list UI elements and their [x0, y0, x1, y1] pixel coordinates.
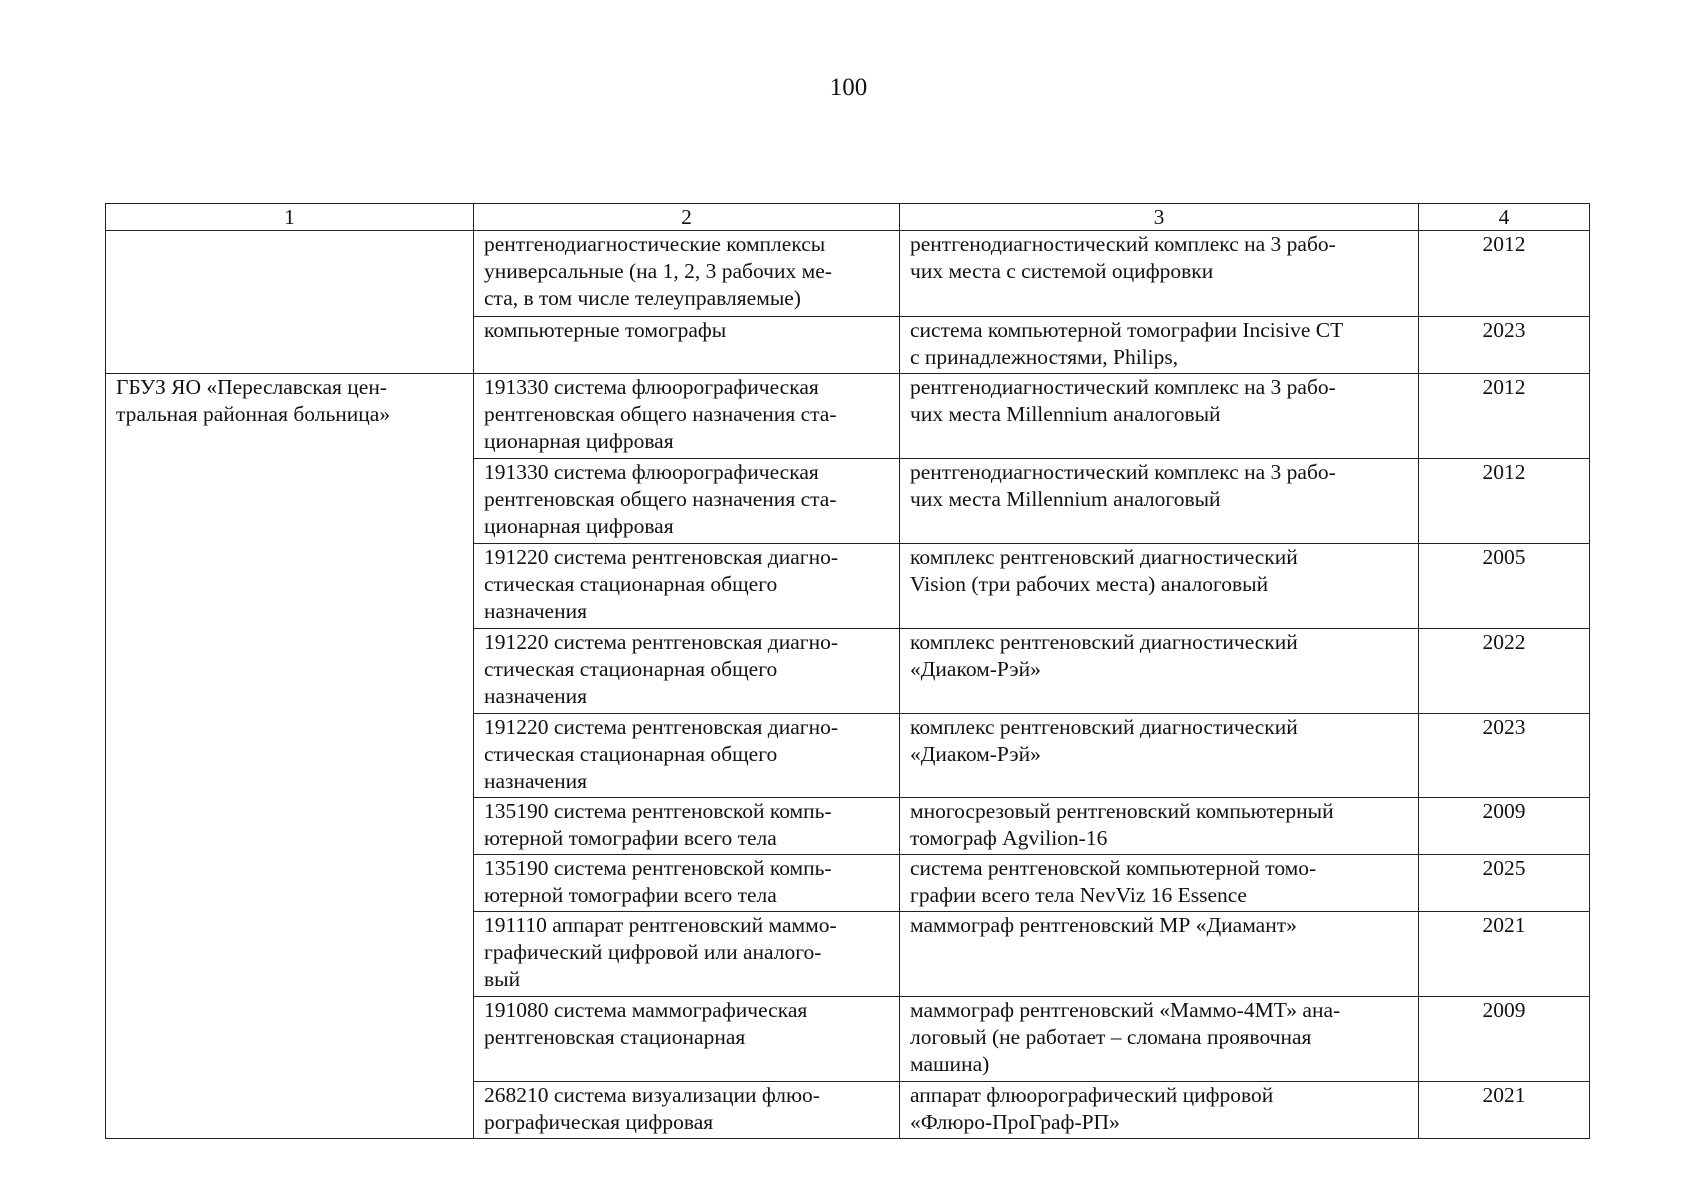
equipment-type-cell: 191330 система флюорографическая рентгеновская общего назначения ста- ционарная цифровая: [474, 374, 900, 459]
year-cell: 2022: [1419, 629, 1590, 714]
page-number: 100: [829, 74, 868, 101]
equipment-type-cell: 135190 система рентгеновской компь- ютерной томографии всего тела: [474, 855, 900, 912]
equipment-model-cell: рентгенодиагностический комплекс на 3 рабо- чих места с системой оцифровки: [900, 231, 1419, 317]
equipment-type-cell: 191220 система рентгеновская диагно- стическая стационарная общего назначения: [474, 629, 900, 714]
year-cell: 2021: [1419, 1082, 1590, 1139]
equipment-model-cell: многосрезовый рентгеновский компьютерный томограф Agvilion-16: [900, 798, 1419, 855]
equipment-model-cell: маммограф рентгеновский МР «Диамант»: [900, 912, 1419, 997]
equipment-model-cell: аппарат флюорографический цифровой «Флюро-ПроГраф-РП»: [900, 1082, 1419, 1139]
equipment-table: [105, 203, 1590, 1139]
table-header-row: [106, 204, 1590, 231]
year-cell: 2009: [1419, 997, 1590, 1082]
table-row: [106, 374, 1590, 459]
column-header: 4: [1419, 204, 1590, 231]
equipment-type-cell: 268210 система визуализации флюо- рографическая цифровая: [474, 1082, 900, 1139]
equipment-model-cell: система рентгеновской компьютерной томо- графии всего тела NevViz 16 Essence: [900, 855, 1419, 912]
equipment-model-cell: комплекс рентгеновский диагностический Vision (три рабочих места) аналоговый: [900, 544, 1419, 629]
equipment-model-cell: маммограф рентгеновский «Маммо-4МТ» ана- логовый (не работает – сломана проявочная машина): [900, 997, 1419, 1082]
equipment-model-cell: рентгенодиагностический комплекс на 3 рабо- чих места Millennium аналоговый: [900, 374, 1419, 459]
organization-cell: ГБУЗ ЯО «Переславская цен- тральная районная больница»: [106, 374, 474, 1139]
equipment-model-cell: комплекс рентгеновский диагностический «Диаком-Рэй»: [900, 714, 1419, 798]
empty-org-cell: [106, 231, 474, 374]
table-row: [106, 231, 1590, 317]
column-header: 1: [106, 204, 474, 231]
equipment-type-cell: 191080 система маммографическая рентгеновская стационарная: [474, 997, 900, 1082]
equipment-type-cell: рентгенодиагностические комплексы универсальные (на 1, 2, 3 рабочих ме- ста, в том числе телеуправляемые): [474, 231, 900, 317]
year-cell: 2009: [1419, 798, 1590, 855]
equipment-type-cell: 135190 система рентгеновской компь- ютерной томографии всего тела: [474, 798, 900, 855]
equipment-model-cell: рентгенодиагностический комплекс на 3 рабо- чих места Millennium аналоговый: [900, 459, 1419, 544]
equipment-type-cell: 191220 система рентгеновская диагно- стическая стационарная общего назначения: [474, 714, 900, 798]
equipment-model-cell: комплекс рентгеновский диагностический «Диаком-Рэй»: [900, 629, 1419, 714]
year-cell: 2023: [1419, 714, 1590, 798]
year-cell: 2012: [1419, 231, 1590, 317]
equipment-type-cell: компьютерные томографы: [474, 317, 900, 374]
year-cell: 2012: [1419, 459, 1590, 544]
year-cell: 2021: [1419, 912, 1590, 997]
year-cell: 2005: [1419, 544, 1590, 629]
year-cell: 2023: [1419, 317, 1590, 374]
year-cell: 2025: [1419, 855, 1590, 912]
equipment-model-cell: система компьютерной томографии Incisive CT с принадлежностями, Philips,: [900, 317, 1419, 374]
year-cell: 2012: [1419, 374, 1590, 459]
column-header: 2: [474, 204, 900, 231]
column-header: 3: [900, 204, 1419, 231]
equipment-type-cell: 191330 система флюорографическая рентгеновская общего назначения ста- ционарная цифровая: [474, 459, 900, 544]
equipment-type-cell: 191110 аппарат рентгеновский маммо- графический цифровой или аналого- вый: [474, 912, 900, 997]
equipment-type-cell: 191220 система рентгеновская диагно- стическая стационарная общего назначения: [474, 544, 900, 629]
